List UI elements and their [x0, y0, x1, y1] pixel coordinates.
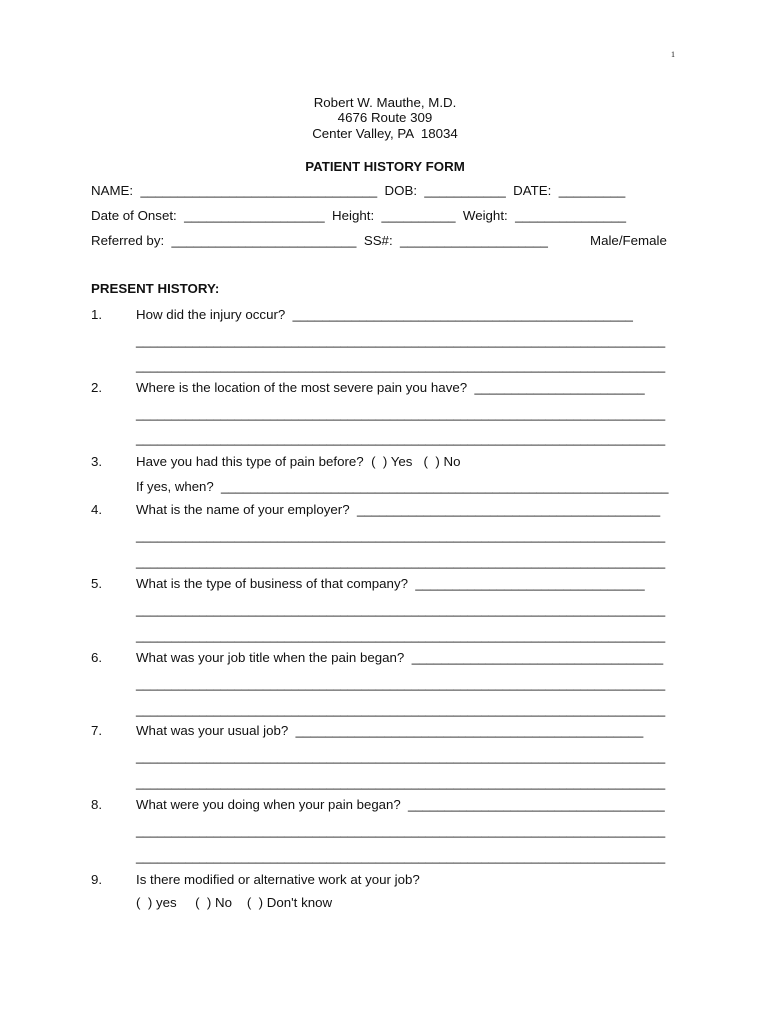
- answer-line: ___________________________________________________________________________: [136, 334, 666, 348]
- question-text: How did the injury occur? ______________________________________________: [136, 307, 633, 322]
- question-number: 4.: [91, 502, 103, 517]
- section-heading: PRESENT HISTORY:: [91, 281, 220, 296]
- question-number: 6.: [91, 650, 103, 665]
- address-line-1: 4676 Route 309: [337, 110, 433, 125]
- question-number: 8.: [91, 797, 103, 812]
- answer-line: ___________________________________________________________________________: [136, 776, 666, 790]
- question-number: 3.: [91, 454, 103, 469]
- answer-line: ___________________________________________________________________________: [136, 359, 666, 373]
- doctor-name: Robert W. Mauthe, M.D.: [313, 95, 457, 110]
- question-text: What was your job title when the pain began? __________________________________: [136, 650, 664, 665]
- page-number: 1: [671, 50, 675, 59]
- form-title: PATIENT HISTORY FORM: [305, 159, 465, 174]
- question-text: What is the name of your employer? _________________________________________: [136, 502, 661, 517]
- name-dob-date-row: NAME: ________________________________ DOB: ___________ DATE: _________: [91, 183, 626, 198]
- answer-line: ___________________________________________________________________________: [136, 850, 666, 864]
- question-number: 9.: [91, 872, 103, 887]
- answer-line: ___________________________________________________________________________: [136, 824, 666, 838]
- question-text: What was your usual job? _______________________________________________: [136, 723, 644, 738]
- question-number: 2.: [91, 380, 103, 395]
- answer-line: ___________________________________________________________________________: [136, 432, 666, 446]
- question-number: 7.: [91, 723, 103, 738]
- answer-line: ___________________________________________________________________________: [136, 603, 666, 617]
- question-text: Have you had this type of pain before? ( ) Yes ( ) No: [136, 454, 461, 469]
- question-number: 5.: [91, 576, 103, 591]
- answer-line: ___________________________________________________________________________: [136, 703, 666, 717]
- question-text: What were you doing when your pain began? ___________________________________: [136, 797, 665, 812]
- answer-line: ___________________________________________________________________________: [136, 407, 666, 421]
- answer-line: ___________________________________________________________________________: [136, 629, 666, 643]
- question-followup: If yes, when? _____________________________________________________________: [136, 479, 669, 494]
- question-text: Is there modified or alternative work at your job?: [136, 872, 420, 887]
- answer-line: ___________________________________________________________________________: [136, 529, 666, 543]
- referred-ss-row: Referred by: _________________________ SS#: ____________________: [91, 233, 548, 248]
- onset-height-weight-row: Date of Onset: ___________________ Height: __________ Weight: _______________: [91, 208, 627, 223]
- question-text: What is the type of business of that company? _______________________________: [136, 576, 645, 591]
- question-text: Where is the location of the most severe pain you have? _______________________: [136, 380, 645, 395]
- question-number: 1.: [91, 307, 103, 322]
- answer-line: ___________________________________________________________________________: [136, 555, 666, 569]
- answer-line: ___________________________________________________________________________: [136, 750, 666, 764]
- sex-option: Male/Female: [590, 233, 667, 248]
- address-line-2: Center Valley, PA 18034: [312, 126, 458, 141]
- question-options: ( ) yes ( ) No ( ) Don't know: [136, 895, 333, 910]
- answer-line: ___________________________________________________________________________: [136, 677, 666, 691]
